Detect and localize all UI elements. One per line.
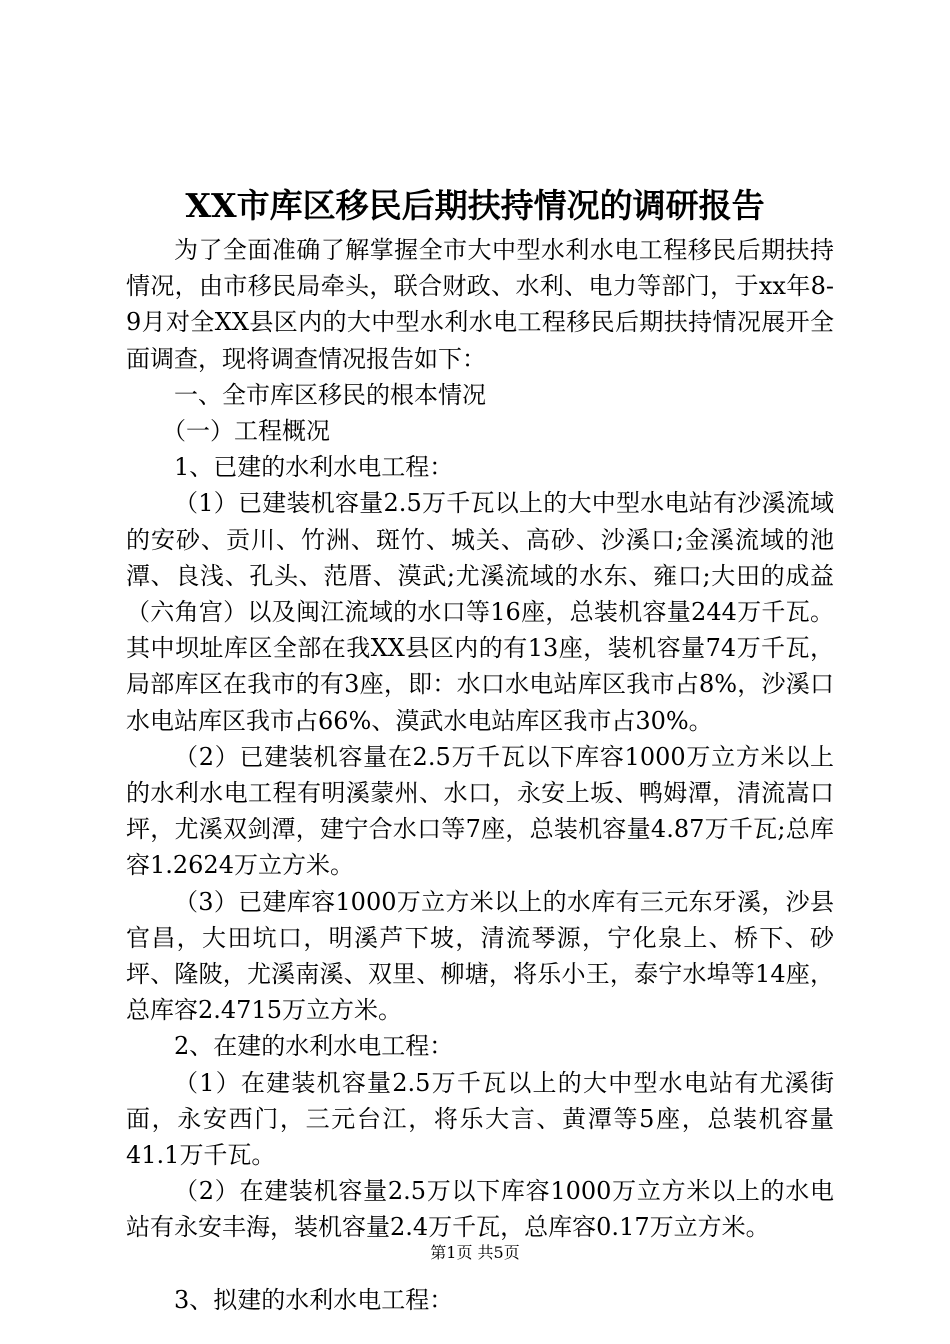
subsection-heading: （一）工程概况 <box>162 417 330 446</box>
document-title: XX市库区移民后期扶持情况的调研报告 <box>185 186 765 225</box>
list-heading-planned: 3、拟建的水利水电工程： <box>174 1285 454 1314</box>
list-heading-under-construction: 2、在建的水利水电工程： <box>174 1032 454 1061</box>
intro-paragraph: 为了全面准确了解掌握全市大中型水利水电工程移民后期扶持情况，由市移民局牵头，联合财政、水利、电力等部门，于xx年8-9月对全XX县区内的大中型水利水电工程移民后期扶持情况展开全面调查，现将调查情况报告如下： <box>126 236 834 373</box>
section-heading: 一、全市库区移民的根本情况 <box>174 380 486 409</box>
document-body <box>126 232 834 1318</box>
paragraph-construction-1: （1）在建装机容量2.5万千瓦以上的大中型水电站有尤溪街面，永安西门，三元台江，将乐大言、黄潭等5座，总装机容量41.1万千瓦。 <box>126 1068 834 1170</box>
paragraph-built-2: （2）已建装机容量在2.5万千瓦以下库容1000万立方米以上的水利水电工程有明溪蒙州、水口，永安上坂、鸭姆潭，清流嵩口坪，尤溪双剑潭，建宁合水口等7座，总装机容量4.87万千瓦;总库容1.2624万立方米。 <box>126 742 834 880</box>
paragraph-built-1: （1）已建装机容量2.5万千瓦以上的大中型水电站有沙溪流域的安砂、贡川、竹洲、斑竹、城关、高砂、沙溪口;金溪流域的池潭、良浅、孔头、范厝、漠武;尤溪流域的水东、雍口;大田的成益（六角宫）以及闽江流域的水口等16座，总装机容量244万千瓦。其中坝址库区全部在我XX县区内的有13座，装机容量74万千瓦，局部库区在我市的有3座，即：水口水电站库区我市占8%，沙溪口水电站库区我市占66%、漠武水电站库区我市占30%。 <box>126 489 834 735</box>
page-number-footer: 第1页 共5页 <box>430 1243 520 1262</box>
paragraph-construction-2: （2）在建装机容量2.5万以下库容1000万立方米以上的水电站有永安丰海，装机容量2.4万千瓦，总库容0.17万立方米。 <box>126 1177 834 1242</box>
list-heading-built: 1、已建的水利水电工程： <box>174 453 454 482</box>
paragraph-built-3: （3）已建库容1000万立方米以上的水库有三元东牙溪，沙县官昌，大田坑口，明溪芦下坡，清流琴源，宁化泉上、桥下、砂坪、隆陂，尤溪南溪、双里、柳塘，将乐小王，泰宁水埠等14座，总库容2.4715万立方米。 <box>126 887 834 1025</box>
